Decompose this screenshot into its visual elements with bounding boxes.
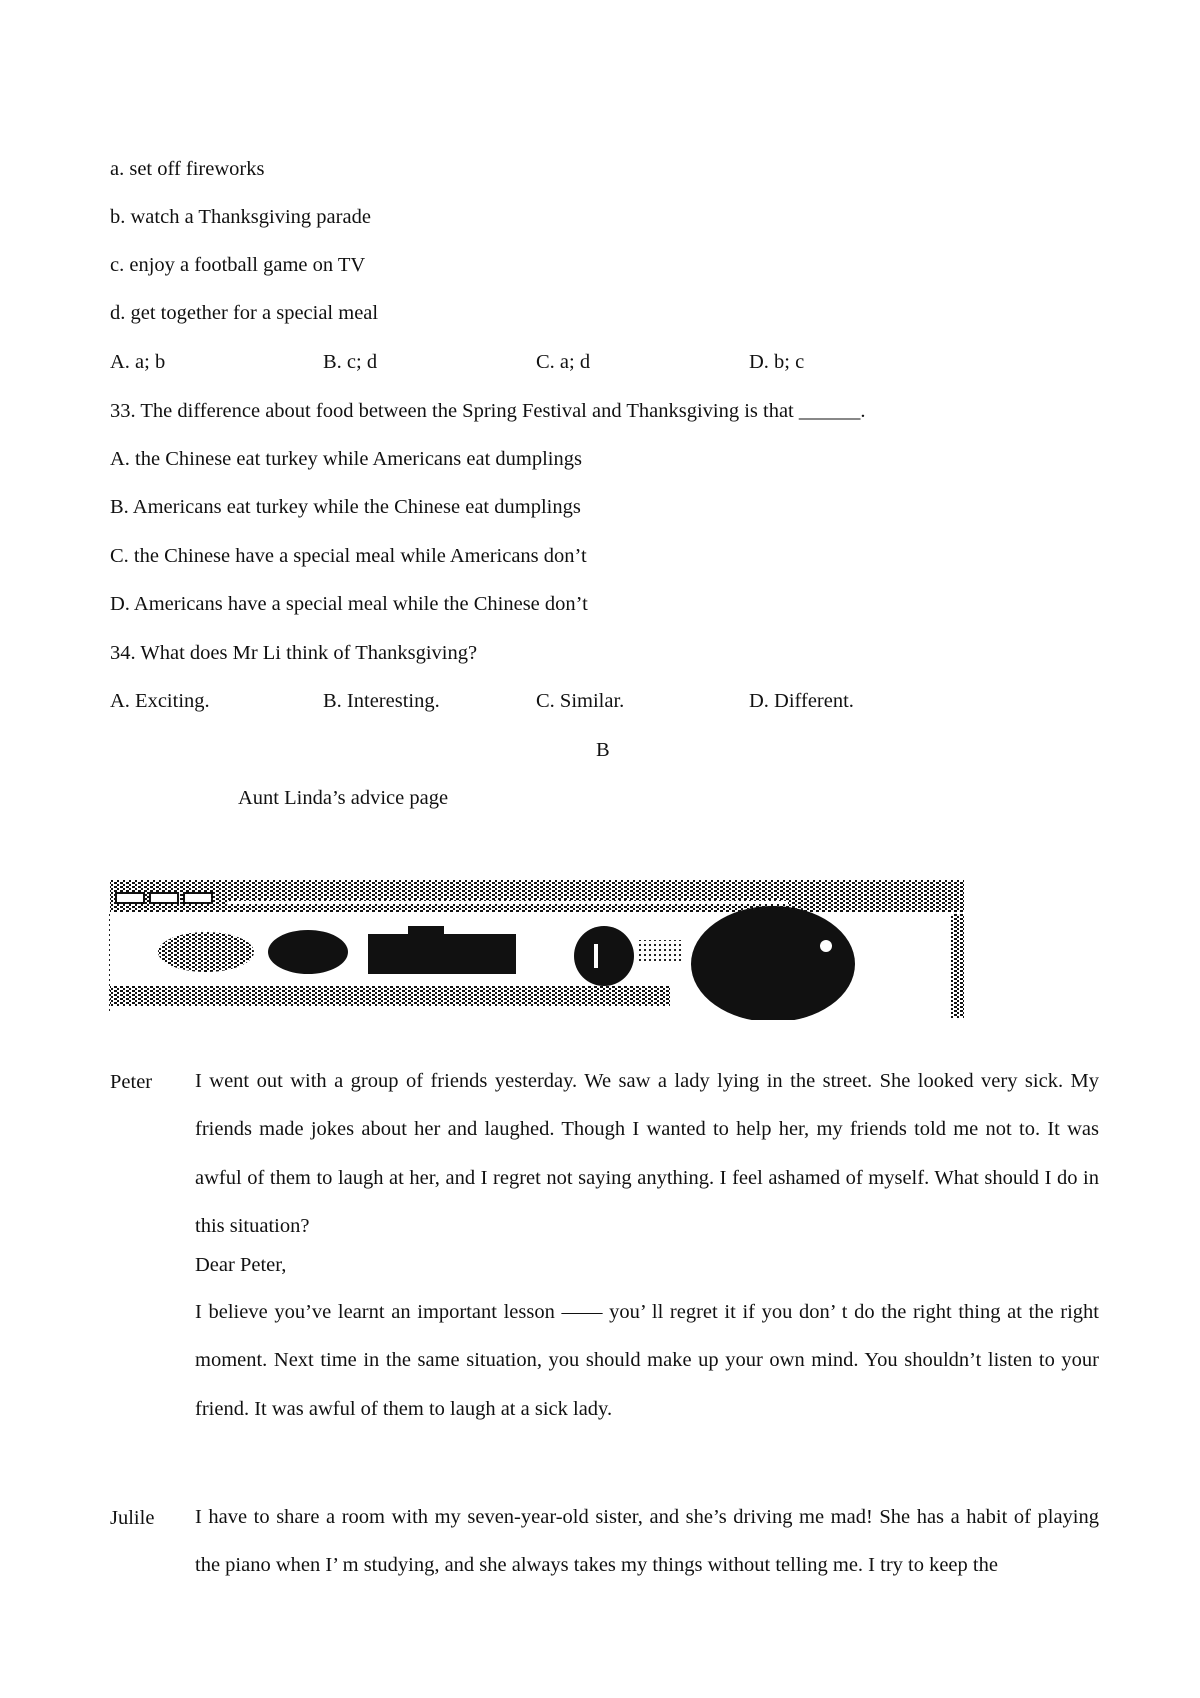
section-label: B: [596, 739, 610, 761]
q34-question: 34. What does Mr Li think of Thanksgiving?: [110, 642, 478, 664]
q32-item-a: a. set off fireworks: [110, 158, 265, 180]
q33-question: 33. The difference about food between the Spring Festival and Thanksgiving is that ______.: [110, 400, 866, 422]
q33-option-b: B. Americans eat turkey while the Chinese eat dumplings: [110, 496, 581, 518]
banner-scrollbar: [951, 914, 964, 1018]
banner-icon-4: [574, 926, 634, 986]
q32-option-c: C. a; d: [536, 351, 591, 373]
q33-option-a: A. the Chinese eat turkey while Americans eat dumplings: [110, 448, 582, 470]
letter-writer-name: Julile: [110, 1507, 155, 1529]
q34-option-d: D. Different.: [749, 690, 854, 712]
banner-toolbar-button: [184, 893, 212, 903]
banner-globe-icon: [691, 906, 855, 1020]
q34-option-c: C. Similar.: [536, 690, 625, 712]
banner-toolbar-button: [116, 893, 144, 903]
banner-icon-3: [368, 934, 516, 974]
banner-toolbar-button: [150, 893, 178, 903]
banner-icon-2: [268, 930, 348, 974]
q33-option-c: C. the Chinese have a special meal while Americans don’t: [110, 545, 587, 567]
letter-text: I went out with a group of friends yesterday. We saw a lady lying in the street. She looked very sick. My friends made jokes about her and laughed. Though I wanted to help her, my friends told me not to. It was awful of them to laugh at her, and I regret not saying anything. I feel ashamed of myself. What should I do in this situation?: [195, 1070, 1099, 1237]
q32-item-b: b. watch a Thanksgiving parade: [110, 206, 371, 228]
q32-item-d: d. get together for a special meal: [110, 302, 379, 324]
q32-option-a: A. a; b: [110, 351, 166, 373]
reply-text: I believe you’ve learnt an important lesson —— you’ ll regret it if you don’ t do the right thing at the right moment. Next time in the same situation, you should make up your own mind. You shouldn’t listen to your friend. It was awful of them to laugh at a sick lady.: [195, 1301, 1099, 1420]
q34-option-a: A. Exciting.: [110, 690, 210, 712]
reply-greeting: Dear Peter,: [195, 1254, 287, 1276]
q33-option-d: D. Americans have a special meal while the Chinese don’t: [110, 593, 588, 615]
banner-toolbar: [110, 880, 964, 912]
q32-option-d: D. b; c: [749, 351, 805, 373]
passage-title: Aunt Linda’s advice page: [238, 787, 449, 809]
letter-text: I have to share a room with my seven-year-old sister, and she’s driving me mad! She has a habit of playing the piano when I’ m studying, and she always takes my things without telling me. I try to keep the: [195, 1506, 1099, 1577]
letter-writer-name: Peter: [110, 1071, 153, 1093]
banner-bottom-strip: [110, 986, 670, 1006]
q34-option-b: B. Interesting.: [323, 690, 440, 712]
q32-item-c: c. enjoy a football game on TV: [110, 254, 366, 276]
advice-page-banner-image: [108, 878, 964, 1020]
banner-icon-1: [158, 932, 254, 972]
q32-option-b: B. c; d: [323, 351, 378, 373]
